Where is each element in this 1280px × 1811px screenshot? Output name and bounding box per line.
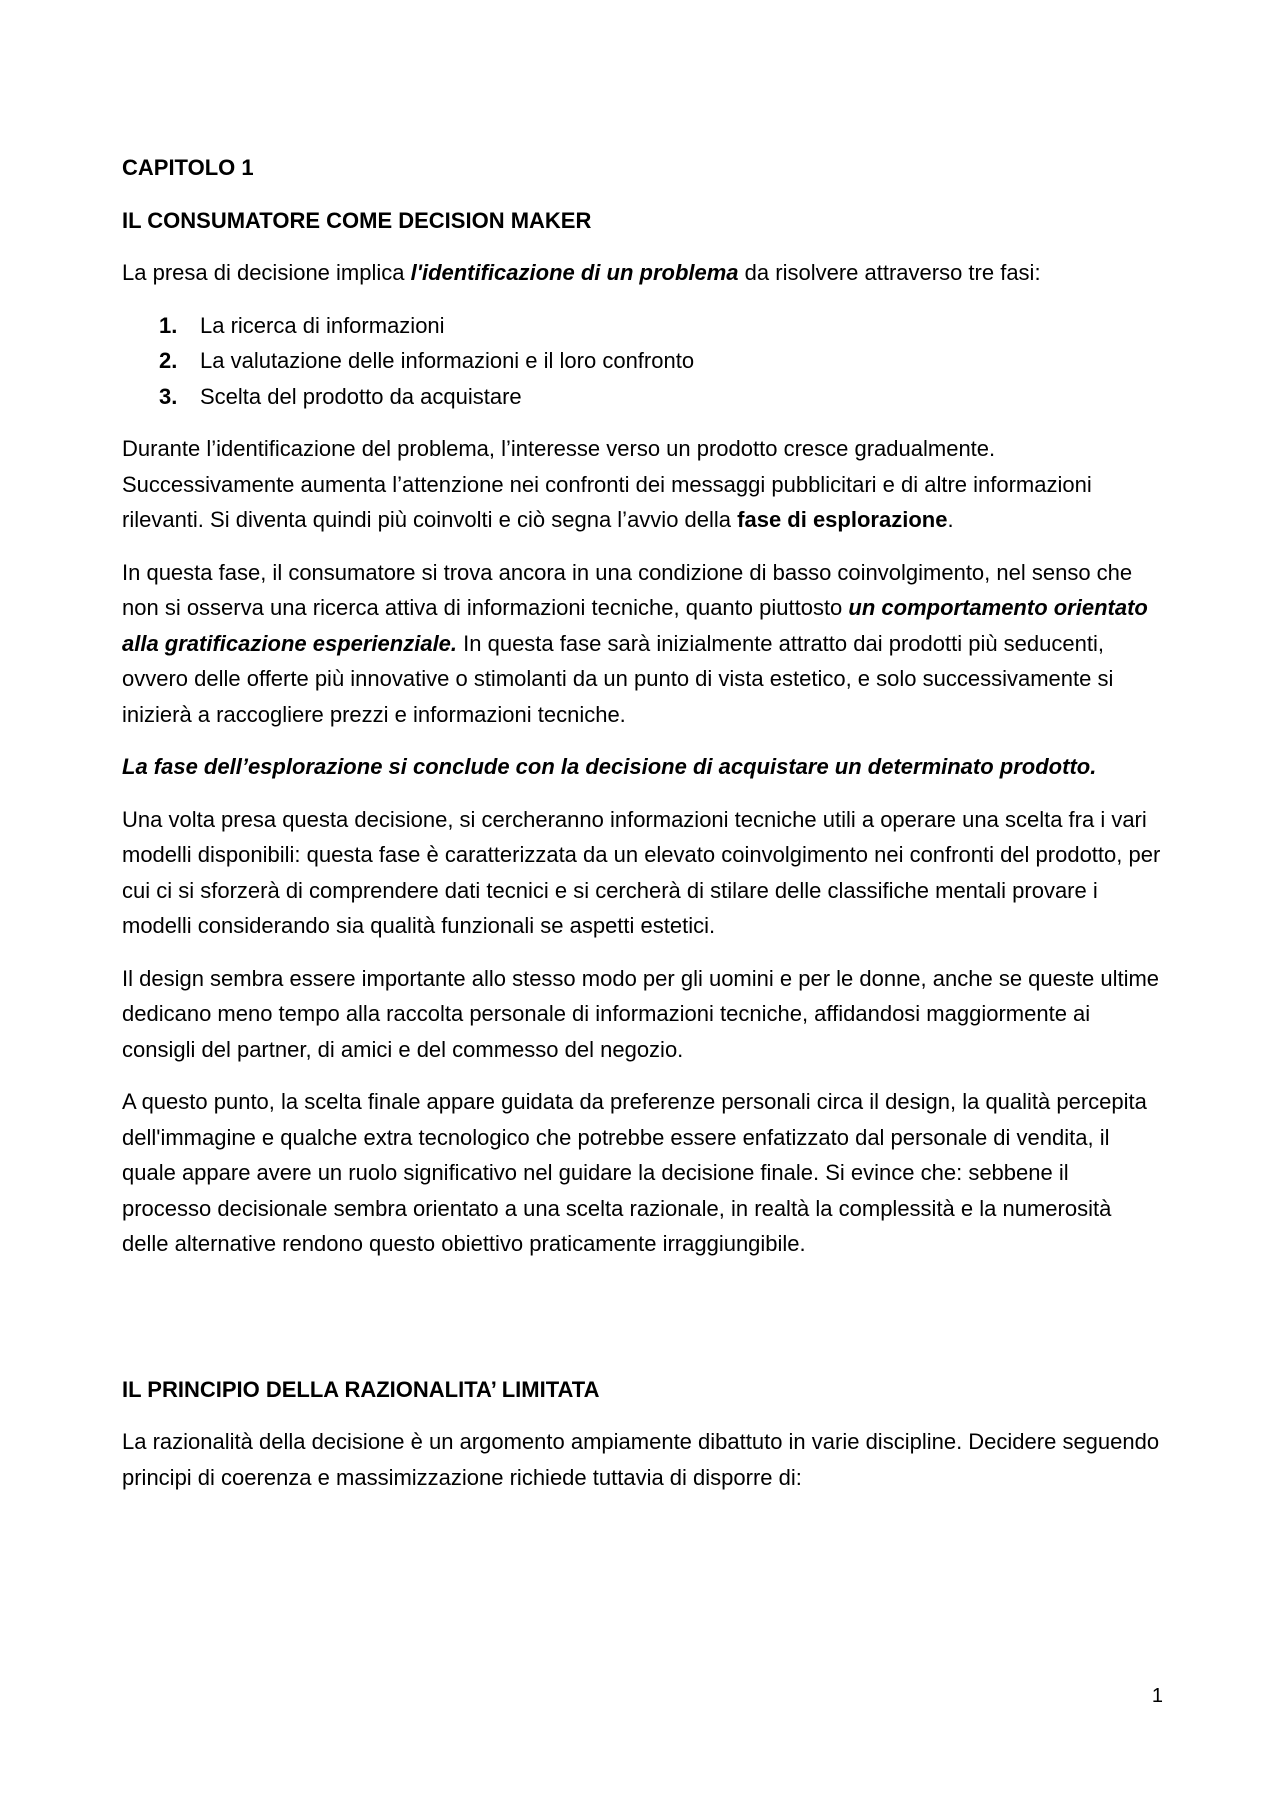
- paragraph-text: Durante l’identificazione del problema, l’interesse verso un prodotto cresce gradualmente. Successivamente aumenta l’attenzione nei confronti dei messaggi pubblicitari e di altre informazioni rilevanti. Si diventa quindi più coinvolti e ciò segna l’avvio della: [122, 436, 1092, 532]
- page-content: [122, 150, 1162, 1512]
- list-number: 2.: [159, 348, 178, 373]
- bold-term: fase di esplorazione: [737, 507, 948, 532]
- list-item-text: Scelta del prodotto da acquistare: [200, 383, 522, 409]
- list-item: [122, 379, 1162, 415]
- list-item: [122, 343, 1162, 379]
- paragraph-exploration: [122, 431, 1162, 538]
- section-title-decision-maker: IL CONSUMATORE COME DECISION MAKER: [122, 207, 592, 233]
- chapter-heading: CAPITOLO 1: [122, 155, 254, 180]
- paragraph-high-involvement: Una volta presa questa decisione, si cercheranno informazioni tecniche utili a operare una scelta fra i vari modelli disponibili: questa fase è caratterizzata da un elevato coinvolgimento nei confronti del prodotto, per cui ci si sforzerà di comprendere dati tecnici e si cercherà di stilare delle classifiche mentali provare i modelli considerando sia qualità funzionali se aspetti estetici.: [122, 806, 1161, 938]
- intro-paragraph: [122, 255, 1162, 291]
- paragraph-final-choice: A questo punto, la scelta finale appare guidata da preferenze personali circa il design, la qualità percepita dell'immagine e qualche extra tecnologico che potrebbe essere enfatizzato dal personale di vendita, il quale appare avere un ruolo significativo nel guidare la decisione finale. Si evince che: sebbene il processo decisionale sembra orientato a una scelta razionale, in realtà la complessità e la numerosità delle alternative rendono questo obiettivo praticamente irraggiungibile.: [122, 1089, 1147, 1256]
- intro-text-end: da risolvere attraverso tre fasi:: [738, 260, 1041, 285]
- page-number: 1: [1151, 1685, 1163, 1707]
- list-item-text: La ricerca di informazioni: [200, 312, 445, 338]
- paragraph-text-end: .: [947, 507, 954, 532]
- paragraph-exploration-conclusion: La fase dell’esplorazione si conclude con la decisione di acquistare un determinato prodotto.: [122, 754, 1097, 779]
- paragraph-rationality: La razionalità della decisione è un argomento ampiamente dibattuto in varie discipline. Decidere seguendo principi di coerenza e massimizzazione richiede tuttavia di disporre di:: [122, 1429, 1160, 1490]
- paragraph-low-involvement: [122, 555, 1162, 733]
- intro-emphasis: l'identificazione di un problema: [410, 260, 739, 285]
- list-number: 1.: [159, 312, 178, 338]
- list-item: [122, 308, 1162, 344]
- list-number: 3.: [159, 383, 178, 409]
- paragraph-text-end: In questa fase sarà inizialmente attratto dai prodotti più seducenti, ovvero delle offerte più innovative o stimolanti da un punto di vista estetico, e solo successivamente si inizierà a raccogliere prezzi e informazioni tecniche.: [122, 630, 1114, 727]
- emphasis-phrase: un comportamento orientato alla gratificazione esperienziale.: [122, 595, 1148, 656]
- intro-text: La presa di decisione implica: [122, 260, 411, 285]
- paragraph-text: In questa fase, il consumatore si trova ancora in una condizione di basso coinvolgimento, nel senso che non si osserva una ricerca attiva di informazioni tecniche, quanto piuttosto: [122, 559, 1133, 620]
- section-title-bounded-rationality: IL PRINCIPIO DELLA RAZIONALITA’ LIMITATA: [122, 1376, 600, 1402]
- steps-list: [122, 308, 1162, 415]
- list-item-text: La valutazione delle informazioni e il loro confronto: [200, 348, 695, 373]
- paragraph-design: Il design sembra essere importante allo stesso modo per gli uomini e per le donne, anche se queste ultime dedicano meno tempo alla raccolta personale di informazioni tecniche, affidandosi maggiormente ai consigli del partner, di amici e del commesso del negozio.: [122, 965, 1160, 1062]
